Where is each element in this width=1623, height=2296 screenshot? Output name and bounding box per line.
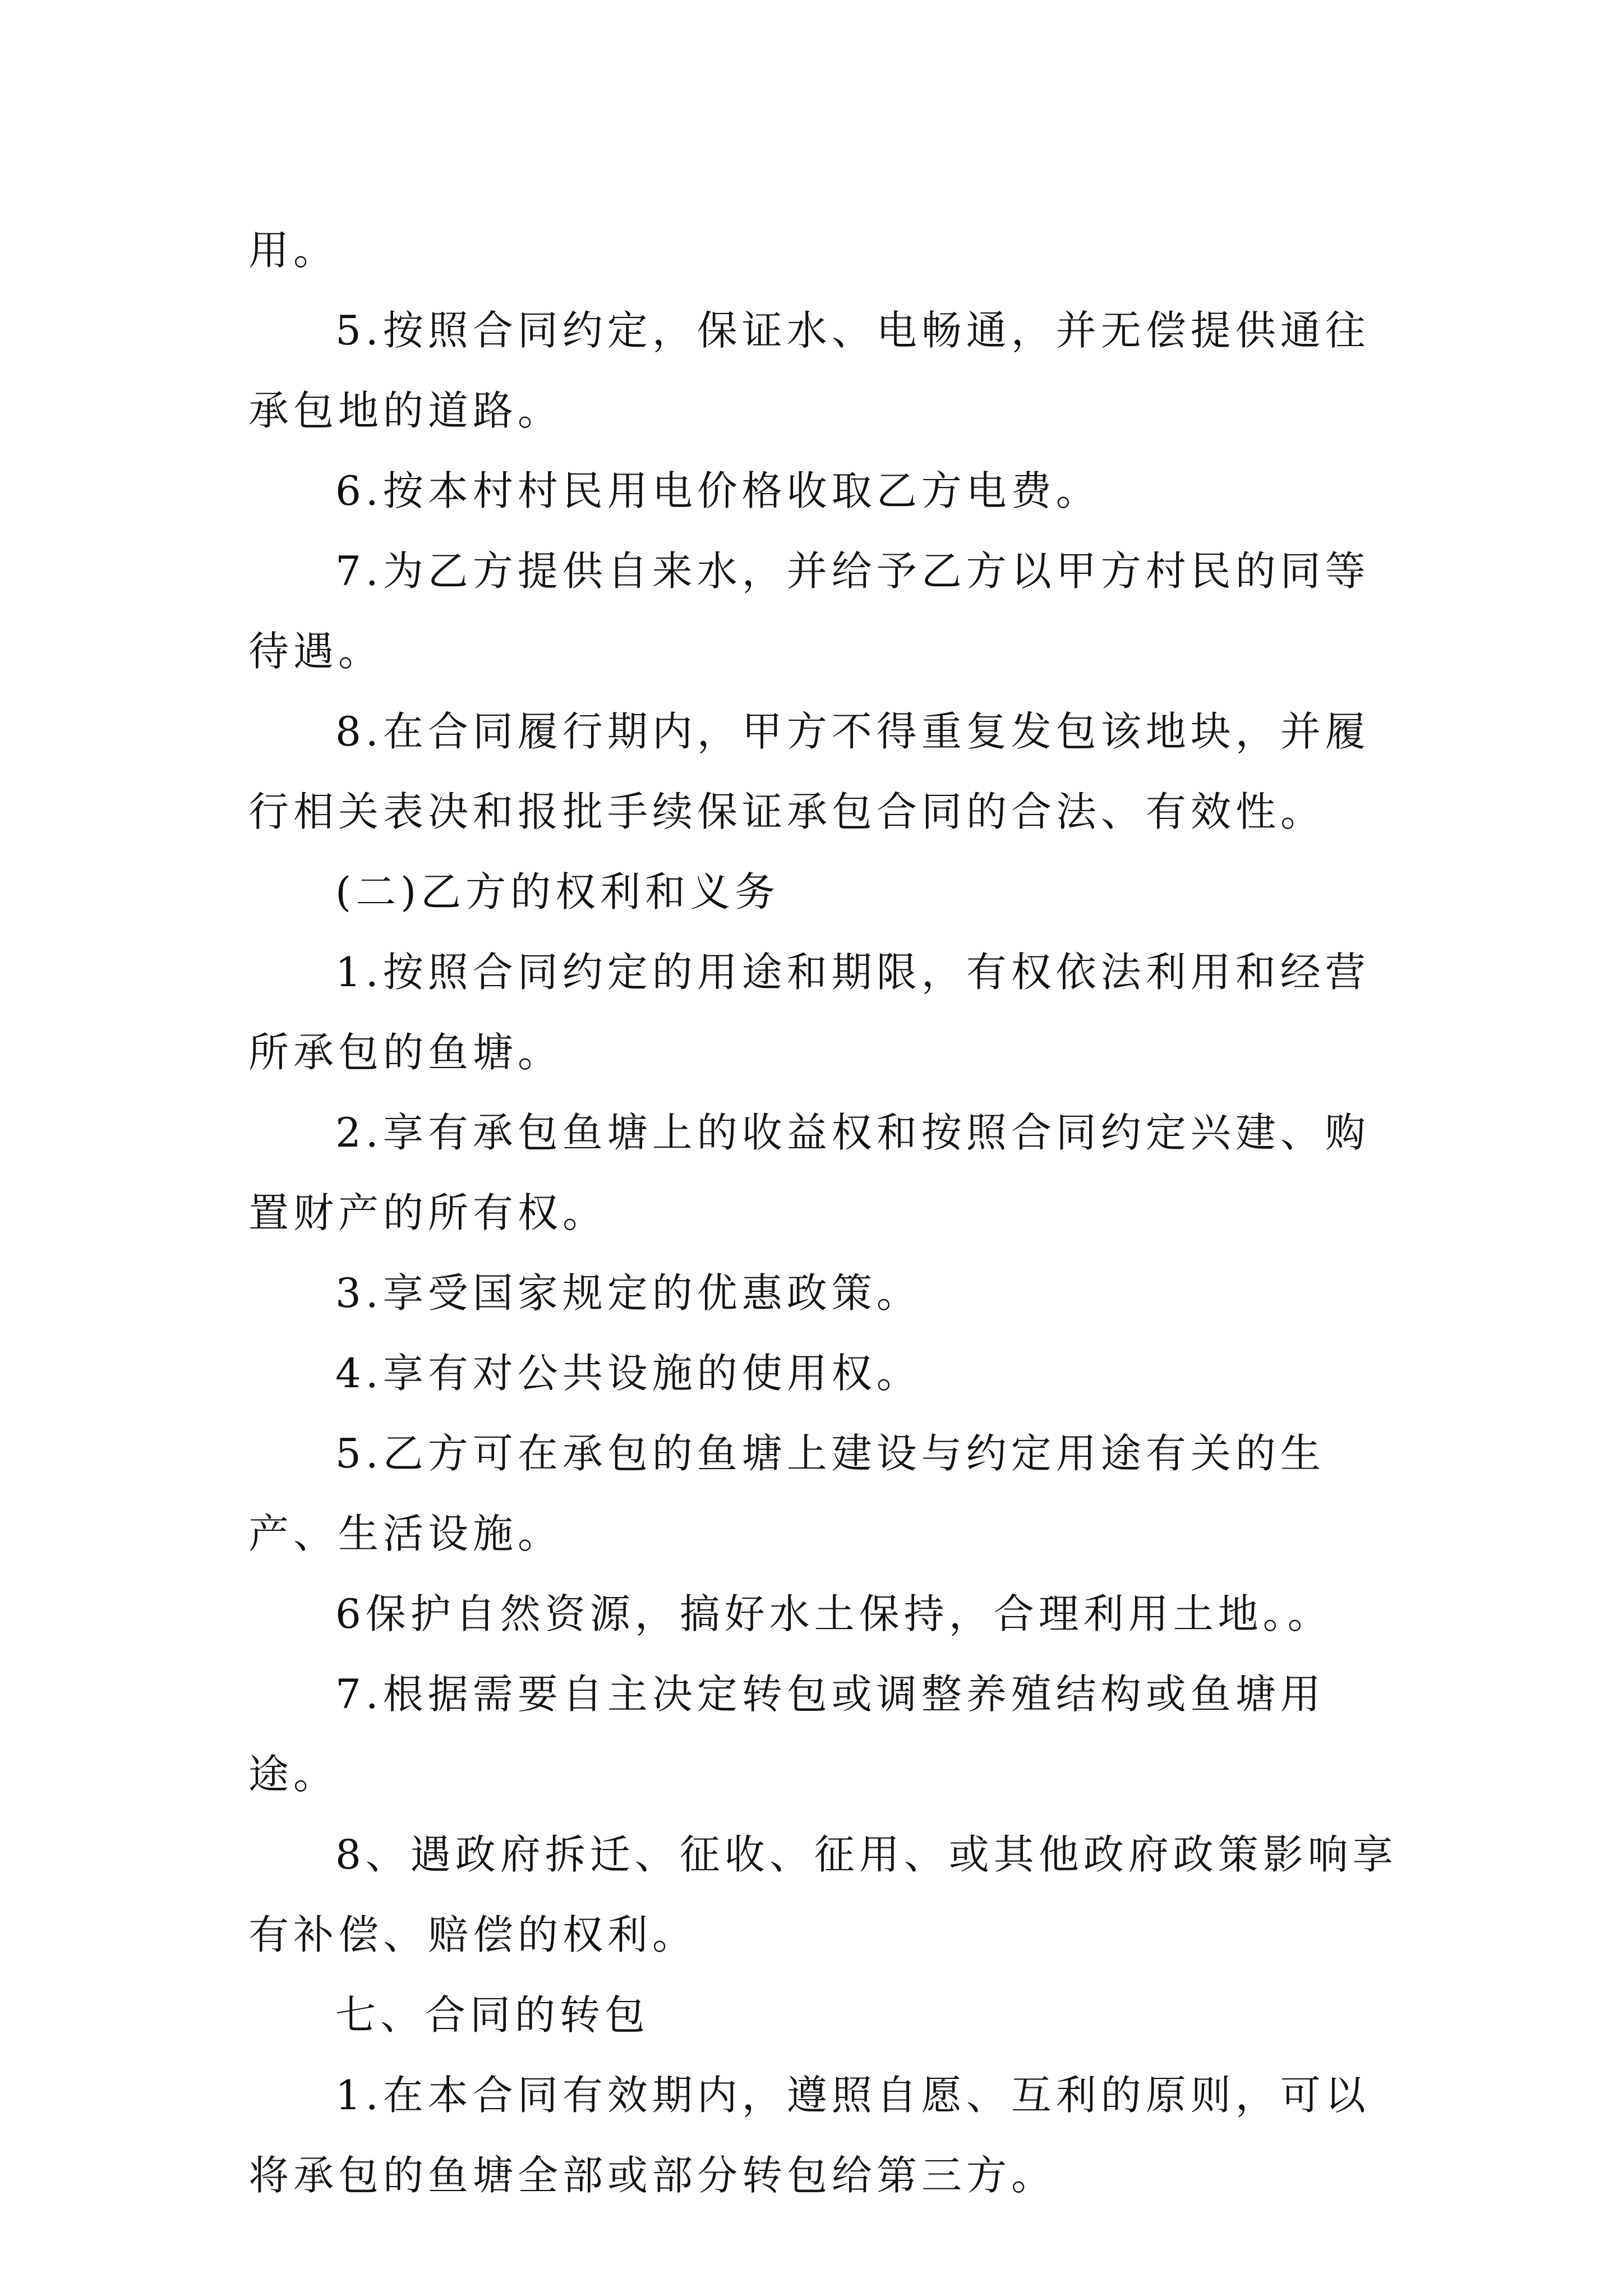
document-body: [248, 210, 1398, 2216]
paragraph-subcontract-item-1: 1.在本合同有效期内，遵照自愿、互利的原则，可以将承包的鱼塘全部或部分转包给第三方。: [248, 2072, 1370, 2199]
paragraph-b-item-8: 8、遇政府拆迁、征收、征用、或其他政府政策影响享有补偿、赔偿的权利。: [248, 1831, 1398, 1958]
paragraph-item-6-electricity-fee: 6.按本村村民用电价格收取乙方电费。: [335, 467, 1101, 514]
paragraph-b-item-3: 3.享受国家规定的优惠政策。: [335, 1269, 921, 1317]
paragraph-item-7-tap-water: 7.为乙方提供自来水，并给予乙方以甲方村民的同等待遇。: [248, 547, 1370, 675]
paragraph-continuation: 用。: [248, 227, 339, 274]
paragraph-item-5-water-electricity: 5.按照合同约定，保证水、电畅通，并无偿提供通往承包地的道路。: [248, 307, 1370, 434]
paragraph-b-item-2: 2.享有承包鱼塘上的收益权和按照合同约定兴建、购置财产的所有权。: [248, 1109, 1370, 1236]
section-heading-party-b-rights: (二)乙方的权利和义务: [335, 868, 780, 915]
paragraph-item-8-no-reissue: 8.在合同履行期内，甲方不得重复发包该地块，并履行相关表决和报批手续保证承包合同的合法、有效性。: [248, 708, 1370, 835]
paragraph-b-item-7: 7.根据需要自主决定转包或调整养殖结构或鱼塘用途。: [248, 1671, 1325, 1798]
paragraph-b-item-5: 5.乙方可在承包的鱼塘上建设与约定用途有关的生产、生活设施。: [248, 1430, 1325, 1557]
paragraph-b-item-1: 1.按照合同约定的用途和期限，有权依法利用和经营所承包的鱼塘。: [248, 949, 1370, 1076]
paragraph-b-item-6: 6保护自然资源，搞好水土保持，合理利用土地。。: [335, 1590, 1332, 1637]
section-heading-subcontracting: 七、合同的转包: [335, 1991, 650, 2039]
paragraph-b-item-4: 4.享有对公共设施的使用权。: [335, 1350, 921, 1397]
